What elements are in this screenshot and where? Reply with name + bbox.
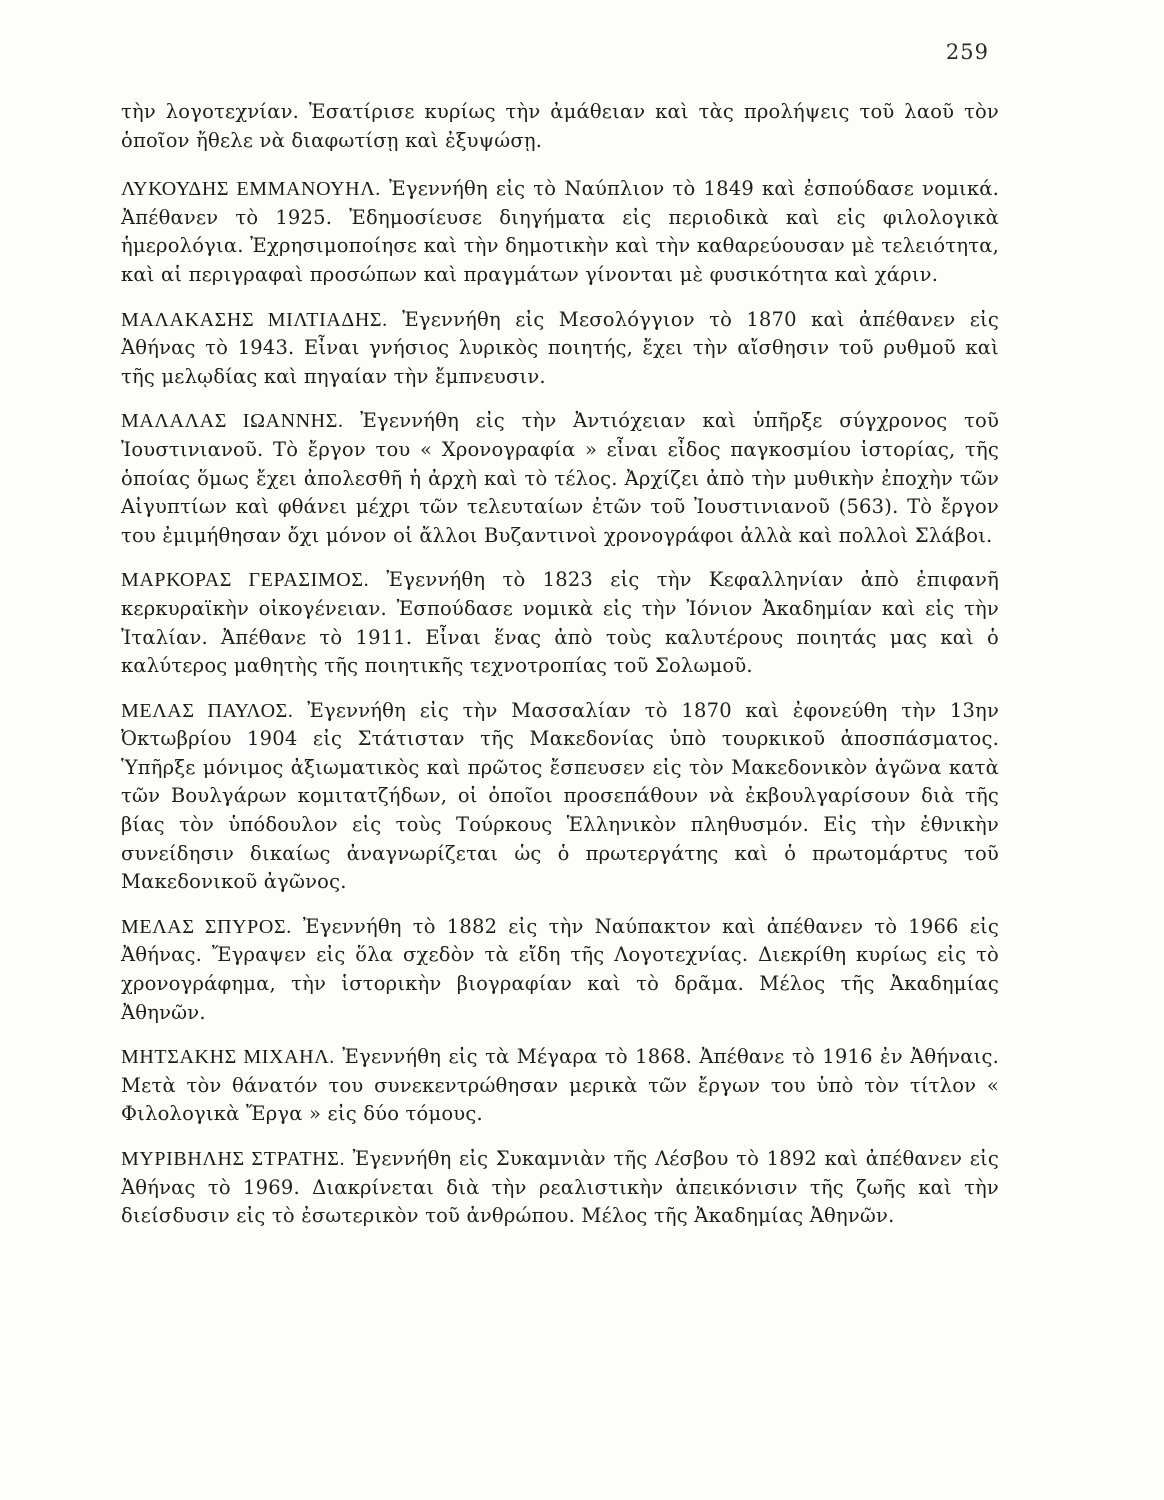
entry-name: ΜΑΛΑΚΑΣΗΣ ΜΙΛΤΙΑΔΗΣ.: [121, 308, 388, 331]
entry-malakasis: [121, 306, 999, 392]
entry-text: Ἐγεννήθη τὸ 1882 εἰς τὴν Ναύπακτον καὶ ἀπέθανεν τὸ 1966 εἰς Ἀθήνας. Ἔγραψεν εἰς ὅλα σχεδὸν τὰ εἴδη τῆς Λογοτεχνίας. Διεκρίθη κυρίως εἰς τὸ χρονογράφημα, τὴν ἱστορικὴν βιογραφίαν καὶ τὸ δρᾶμα. Μέλος τῆς Ἀκαδημίας Ἀθηνῶν.: [121, 914, 999, 1024]
entry-myrivilis: [121, 1145, 999, 1231]
entry-text: Ἐγεννήθη εἰς Μεσολόγγιον τὸ 1870 καὶ ἀπέθανεν εἰς Ἀθήνας τὸ 1943. Εἶναι γνήσιος λυρικὸς ποιητής, ἔχει τὴν αἴσθησιν τοῦ ρυθμοῦ καὶ τῆς μελῳδίας καὶ πηγαίαν τὴν ἔμπνευσιν.: [121, 307, 1000, 388]
entry-lykoudis: [121, 175, 999, 289]
entry-name: ΜΕΛΑΣ ΣΠΥΡΟΣ.: [121, 915, 292, 938]
entry-text: Ἐγεννήθη εἰς τὴν Μασσαλίαν τὸ 1870 καὶ ἐφονεύθη τὴν 13ην Ὀκτωβρίου 1904 εἰς Στάτισταν τῆς Μακεδονίας ὑπὸ τουρκικοῦ ἀποσπάσματος. Ὑπῆρξε μόνιμος ἀξιωματικὸς καὶ πρῶτος ἔσπευσεν εἰς τὸν Μακεδονικὸν ἀγῶνα κατὰ τῶν Βουλγάρων κομιτατζήδων, οἱ ὁποῖοι προσεπάθουν νὰ ἐκβουλγαρίσουν διὰ τῆς βίας τὸν ὑπόδουλον εἰς τοὺς Τούρκους Ἑλληνικὸν πληθυσμόν. Εἰς τὴν ἐθνικὴν συνείδησιν δικαίως ἀναγνωρίζεται ὡς ὁ πρωτεργάτης καὶ ὁ πρωτομάρτυς τοῦ Μακεδονικοῦ ἀγῶνος.: [121, 698, 999, 894]
entry-markoras: [121, 566, 999, 680]
entry-name: ΜΕΛΑΣ ΠΑΥΛΟΣ.: [121, 699, 294, 722]
entry-malalas: [121, 407, 999, 550]
entry-name: ΜΥΡΙΒΗΛΗΣ ΣΤΡΑΤΗΣ.: [121, 1148, 346, 1170]
entry-text: Ἐγεννήθη εἰς τὴν Ἀντιόχειαν καὶ ὑπῆρξε σύγχρονος τοῦ Ἰουστινιανοῦ. Τὸ ἔργον του « Χρονογραφία » εἶναι εἶδος παγκοσμίου ἱστορίας, τῆς ὁποίας ὅμως ἔχει ἀπολεσθῆ ἡ ἀρχὴ καὶ τὸ τέλος. Ἀρχίζει ἀπὸ τὴν μυθικὴν ἐποχὴν τῶν Αἰγυπτίων καὶ φθάνει μέχρι τῶν τελευταίων ἐτῶν τοῦ Ἰουστινιανοῦ (563). Τὸ ἔργον του ἐμιμήθησαν ὄχι μόνον οἱ ἄλλοι Βυζαντινοὶ χρονογράφοι ἀλλὰ καὶ πολλοὶ Σλάβοι.: [121, 409, 999, 547]
entry-name: ΜΗΤΣΑΚΗΣ ΜΙΧΑΗΛ.: [121, 1046, 335, 1069]
entry-melas-pavlos: [121, 697, 999, 897]
text-column: [121, 98, 999, 1247]
entry-name: ΜΑΡΚΟΡΑΣ ΓΕΡΑΣΙΜΟΣ.: [121, 569, 370, 592]
entry-text: Ἐγεννήθη τὸ 1823 εἰς τὴν Κεφαλληνίαν ἀπὸ ἐπιφανῆ κερκυραϊκὴν οἰκογένειαν. Ἐσπούδασε νομικὰ εἰς τὴν Ἰόνιον Ἀκαδημίαν καὶ εἰς τὴν Ἰταλίαν. Ἀπέθανε τὸ 1911. Εἶναι ἕνας ἀπὸ τοὺς καλυτέρους ποιητάς μας καὶ ὁ καλύτερος μαθητὴς τῆς ποιητικῆς τεχνοτροπίας τοῦ Σολωμοῦ.: [121, 568, 999, 678]
entry-melas-spyros: [121, 913, 999, 1027]
entry-name: ΜΑΛΑΛΑΣ ΙΩΑΝΝΗΣ.: [121, 410, 344, 433]
entry-mitsakis: [121, 1043, 999, 1129]
continuation-paragraph: τὴν λογοτεχνίαν. Ἐσατίρισε κυρίως τὴν ἀμάθειαν καὶ τὰς προλήψεις τοῦ λαοῦ τὸν ὁποῖον ἤθελε νὰ διαφωτίσῃ καὶ ἐξυψώσῃ.: [121, 100, 999, 152]
entry-text: Ἐγεννήθη εἰς τὰ Μέγαρα τὸ 1868. Ἀπέθανε τὸ 1916 ἐν Ἀθήναις. Μετὰ τὸν θάνατόν του συνεκεντρώθησαν μερικὰ τῶν ἔργων του ὑπὸ τὸν τίτλον « Φιλολογικὰ Ἔργα » εἰς δύο τόμους.: [121, 1045, 1000, 1126]
entry-name: ΛΥΚΟΥΔΗΣ ΕΜΜΑΝΟΥΗΛ.: [121, 178, 381, 201]
page-number: 259: [945, 40, 989, 64]
entry-text: Ἐγεννήθη εἰς Συκαμνιὰν τῆς Λέσβου τὸ 1892 καὶ ἀπέθανεν εἰς Ἀθήνας τὸ 1969. Διακρίνεται διὰ τὴν ρεαλιστικὴν ἀπεικόνισιν τῆς ζωῆς καὶ τὴν διείσδυσιν εἰς τὸ ἐσωτερικὸν τοῦ ἀνθρώπου. Μέλος τῆς Ἀκαδημίας Ἀθηνῶν.: [121, 1147, 999, 1228]
entry-text: Ἐγεννήθη εἰς τὸ Ναύπλιον τὸ 1849 καὶ ἐσπούδασε νομικά. Ἀπέθανεν τὸ 1925. Ἐδημοσίευσε διηγήματα εἰς περιοδικὰ καὶ εἰς φιλολογικὰ ἡμερολόγια. Ἐχρησιμοποίησε καὶ τὴν δημοτικὴν καὶ τὴν καθαρεύουσαν μὲ τελειότητα, καὶ αἱ περιγραφαὶ προσώπων καὶ πραγμάτων γίνονται μὲ φυσικότητα καὶ χάριν.: [121, 177, 1000, 286]
